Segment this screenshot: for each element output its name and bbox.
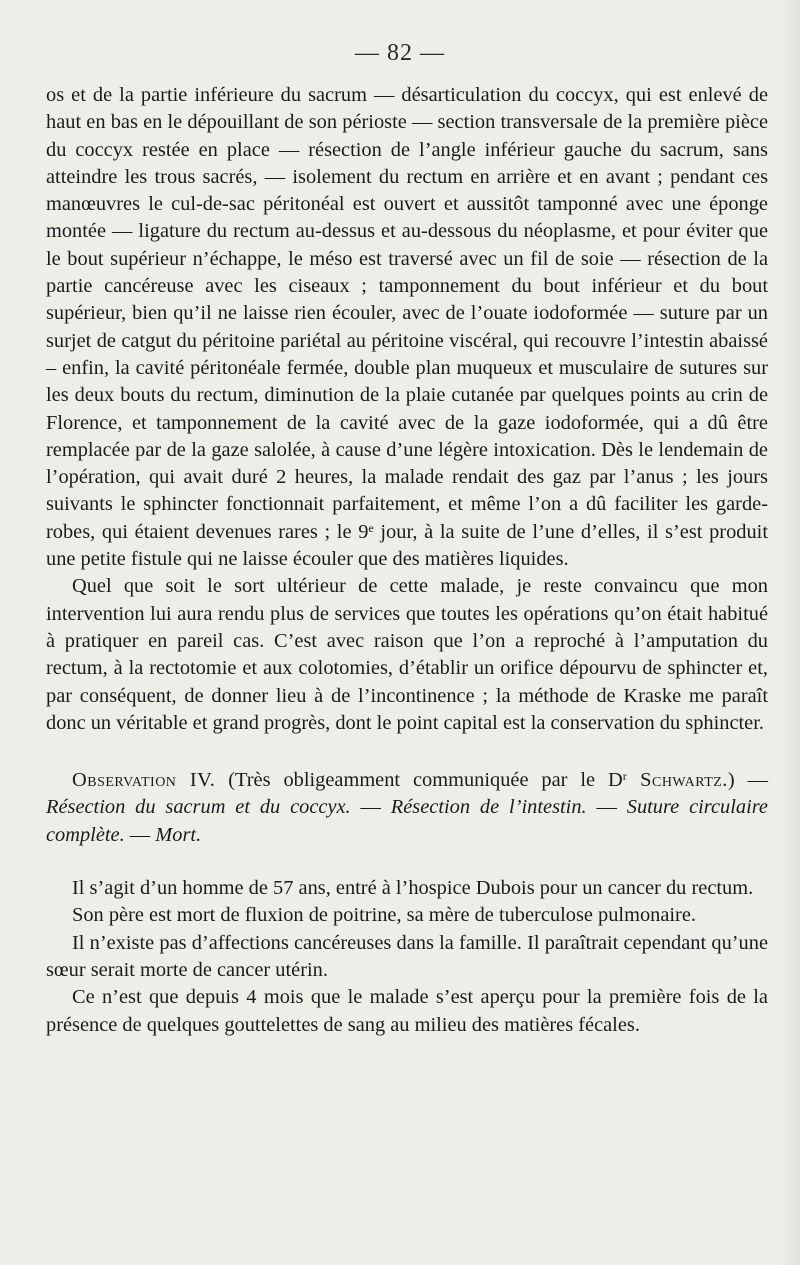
observation-title-3: Suture circulaire complète. <box>46 796 768 846</box>
section-gap <box>46 737 768 767</box>
observation-separator-2: — <box>586 796 627 819</box>
paragraph-family-history: Son père est mort de fluxion de poitrine, sa mère de tuberculose pulmonaire. <box>72 904 696 927</box>
paragraph-patient-intro: Il s’agit d’un homme de 57 ans, entré à l’hospice Dubois pour un cancer du rectum. <box>72 877 754 900</box>
section-gap <box>46 849 768 875</box>
paragraph-1-text: os et de la partie inférieure du sacrum — désarticulation du coccyx, qui est enlevé de haut en bas en le dépouillant de son périoste — section transversale de la première pièce du coccyx restée en place — résection de l’angle inférieur gauche du sacrum, sans atteindre les trous sacrés, — isolement du rectum en arrière et en avant ; pendant ces manœuvres le cul-de-sac péritonéal est ouvert et aussitôt tamponné avec une éponge montée — ligature du rectum au-dessus et au-dessous du néoplasme, et pour éviter que le bout supérieur n’échappe, le méso est traversé avec un fil de soie — résection de la partie cancéreuse avec les ciseaux ; tamponnement du bout inférieur et du bout supérieur, bien qu’il ne laisse rien écouler, avec de l’ouate iodoformée — suture par un surjet de catgut du péritoine pariétal au péritoine viscéral, qui recouvre l’intestin abaissé – enfin, la cavité péritonéale fermée, double plan muqueux et musculaire de sutures sur les deux bouts du rectum, diminution de la plaie cutanée par quelques points au crin de Florence, et tamponnement de la cavité avec de la gaze iodoformée, qui a dû être remplacée par de la gaze salolée, à cause d’une légère intoxication. Dès le lendemain de l’opération, qui avait duré 2 heures, la malade rendait des gaz par l’anus ; les jours suivants le sphincter fonctionnait parfaitement, et même l’on a dû faciliter les garde-robes, qui étaient devenues rares ; le 9 <box>46 84 768 543</box>
observation-heading <box>46 767 768 849</box>
observation-title-1: Résection du sacrum et du coccyx. <box>46 796 351 819</box>
observation-intro: (Très obligeamment communiquée par le D <box>215 769 623 792</box>
paragraph-operation-continuation <box>46 82 768 573</box>
page-edge-shadow <box>778 0 800 1265</box>
observation-separator-3: — <box>124 823 156 846</box>
dr-superscript: r <box>622 769 627 784</box>
paragraph-symptoms: Ce n’est que depuis 4 mois que le malade s’est aperçu pour la première fois de la présence de quelques gouttelettes de sang au milieu des matières fécales. <box>46 986 768 1036</box>
page-number: — 82 — <box>355 40 445 66</box>
ordinal-superscript: e <box>368 520 374 535</box>
paragraph-1-end: jour, à la suite de l’une d’elles, il s’est produit une petite fistule qui ne laisse écouler que des matières liquides. <box>46 520 768 571</box>
paragraph-conclusion: Quel que soit le sort ultérieur de cette malade, je reste convaincu que mon intervention lui aura rendu plus de services que toutes les opérations qu’on était habitué à pratiquer en pareil cas. C’est avec raison que l’on a reproché à l’amputation du rectum, à la rectotomie et aux colotomies, d’établir un orifice dépourvu de sphincter et, par conséquent, de donner lieu à de l’incontinence ; la méthode de Kraske me paraît donc un véritable et grand progrès, dont le point capital est la conservation du sphincter. <box>46 575 768 734</box>
observation-title-4: Mort. <box>155 823 202 846</box>
observation-after-author: ) — <box>727 769 768 792</box>
paragraph-cancer-history: Il n’existe pas d’affections cancéreuses dans la famille. Il paraîtrait cependant qu’une sœur serait morte de cancer utérin. <box>46 931 768 981</box>
observation-author: Schwartz. <box>626 769 728 792</box>
body-text <box>46 82 768 1039</box>
observation-title-2: Résection de l’intestin. <box>390 796 587 819</box>
observation-label: Observation IV. <box>72 769 216 792</box>
observation-separator-1: — <box>350 796 391 819</box>
